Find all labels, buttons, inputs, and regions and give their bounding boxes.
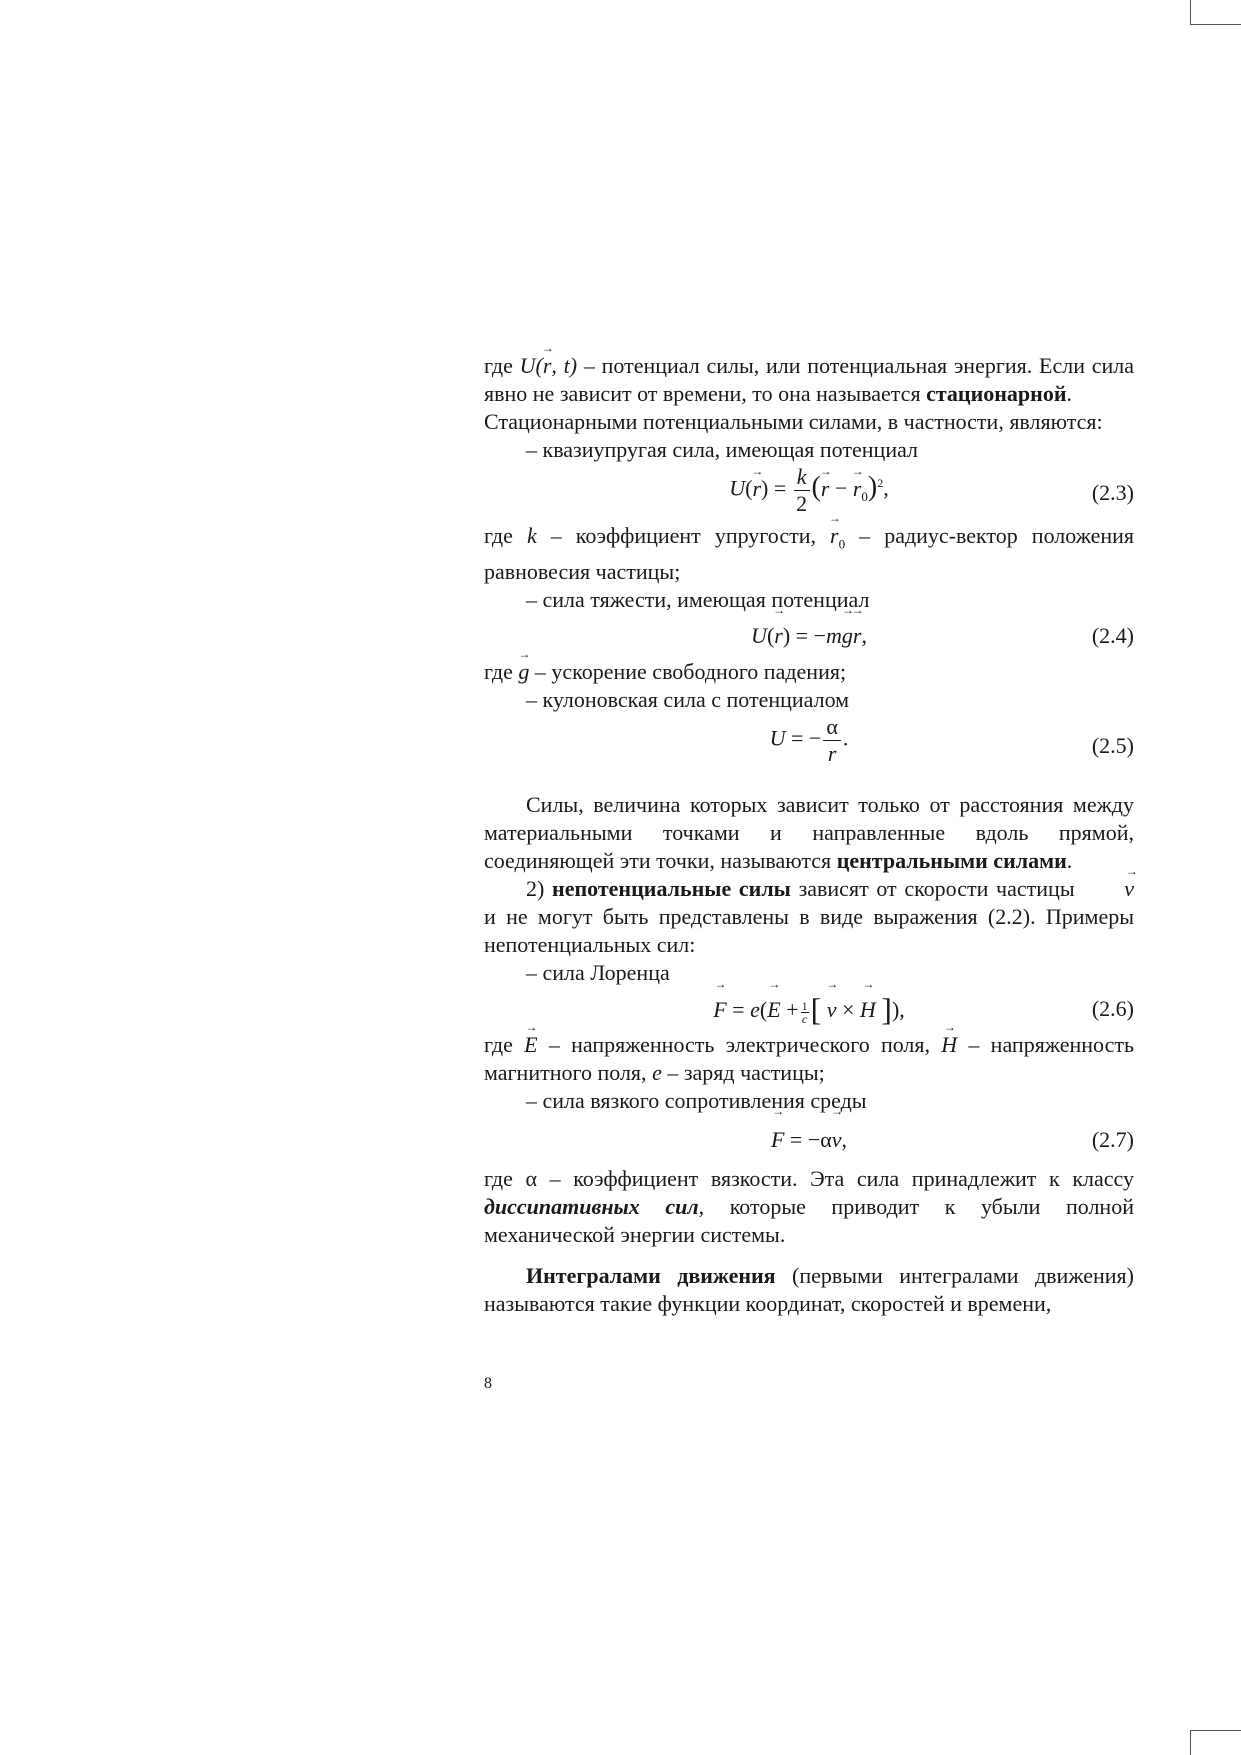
paragraph-after-2-6: где → E – напряженность электрического поля, → H – напряженность магнитного поля, e – заряд частицы; (484, 1031, 1134, 1087)
equation-2-6: → F = e(→ E + $\frac{1}{c}$ [ → v × → H ]), (2.6) (484, 987, 1134, 1031)
equation-2-5: U = − $\frac{\alpha}{r}$ . (2.5) (769, 714, 1134, 767)
text-column (484, 352, 1134, 1318)
equation-2-3: U(→ r) = $\frac{k}{2}$ (→ r − → $r_0)^2$, (2.3) (484, 464, 1134, 522)
list-item-viscous: – сила вязкого сопротивления среды (526, 1088, 867, 1114)
list-item-coulomb: – кулоновская сила с потенциалом (526, 687, 850, 713)
paragraph-stationary: где U(→ r, t) – потенциал силы, или потенциальная энергия. Если сила явно не зависит от времени, то она называется стационарной. (484, 352, 1134, 408)
equation-number: (2.6) (1091, 996, 1134, 1022)
fraction-1-over-c: $\frac{1}{c}$ (801, 998, 808, 1026)
crop-mark-top-horizontal (1190, 24, 1241, 25)
paragraph-after-2-4: где → g – ускорение свободного падения; (484, 658, 1134, 686)
equation-number: (2.3) (1091, 480, 1134, 505)
paragraph-nonpotential: 2) непотенциальные силы зависят от скорости частицы → v и не могут быть представлены в виде выражения (2.2). Примеры непотенциальных сил: (484, 875, 1134, 959)
paragraph-dissipative: где α – коэффициент вязкости. Эта сила принадлежит к классу диссипативных сил, которые приводит к убыли полной механической энергии системы. (484, 1166, 1134, 1248)
term-nonpotential: непотенциальные силы (552, 876, 791, 902)
list-item-quasi-elastic: – квазиупругая сила, имеющая потенциал (526, 437, 919, 462)
equation-number: (2.5) (1091, 733, 1134, 759)
term-integrals: Интегралами движения (526, 1263, 776, 1289)
term-stationary: стационарной (926, 381, 1067, 406)
fraction-alpha-over-r: $\frac{\alpha}{r}$ (823, 714, 841, 767)
potential-expr: U(→ r, t) (520, 353, 577, 378)
list-item-lorentz: – сила Лоренца (526, 960, 670, 986)
equation-2-4: U(→ r) = −m→ g→ r, (2.4) (484, 614, 1134, 658)
equation-number: (2.4) (1091, 623, 1134, 649)
term-dissipative: диссипативных сил (484, 1194, 699, 1220)
paragraph-integrals: Интегралами движения (первыми интегралами движения) называются такие функции координат, скоростей и времени, (484, 1263, 1134, 1317)
equation-number: (2.7) (1091, 1127, 1134, 1153)
term-central-forces: центральными силами (836, 848, 1067, 874)
equation-2-7: → F = −α→ v, (2.7) (484, 1115, 1134, 1165)
fraction-k-over-2: $\frac{k}{2}$ (794, 464, 810, 517)
paragraph-central-forces: Силы, величина которых зависит только от расстояния между материальными точками и направленные вдоль прямой, соединяющей эти точки, называются центральными силами. (484, 792, 1134, 874)
crop-mark-bottom-horizontal (1190, 1730, 1241, 1731)
list-item-gravity: – сила тяжести, имеющая потенциал (526, 587, 870, 613)
crop-mark-top-vertical (1190, 0, 1191, 24)
paragraph-after-2-3: где k – коэффициент упругости, → $r_0$ – радиус-вектор положения равновесия частицы; (484, 522, 1134, 586)
crop-mark-bottom-vertical (1190, 1730, 1191, 1755)
page-number: 8 (484, 1375, 492, 1392)
paragraph-list-intro: Стационарными потенциальными силами, в частности, являются: (484, 409, 1103, 434)
